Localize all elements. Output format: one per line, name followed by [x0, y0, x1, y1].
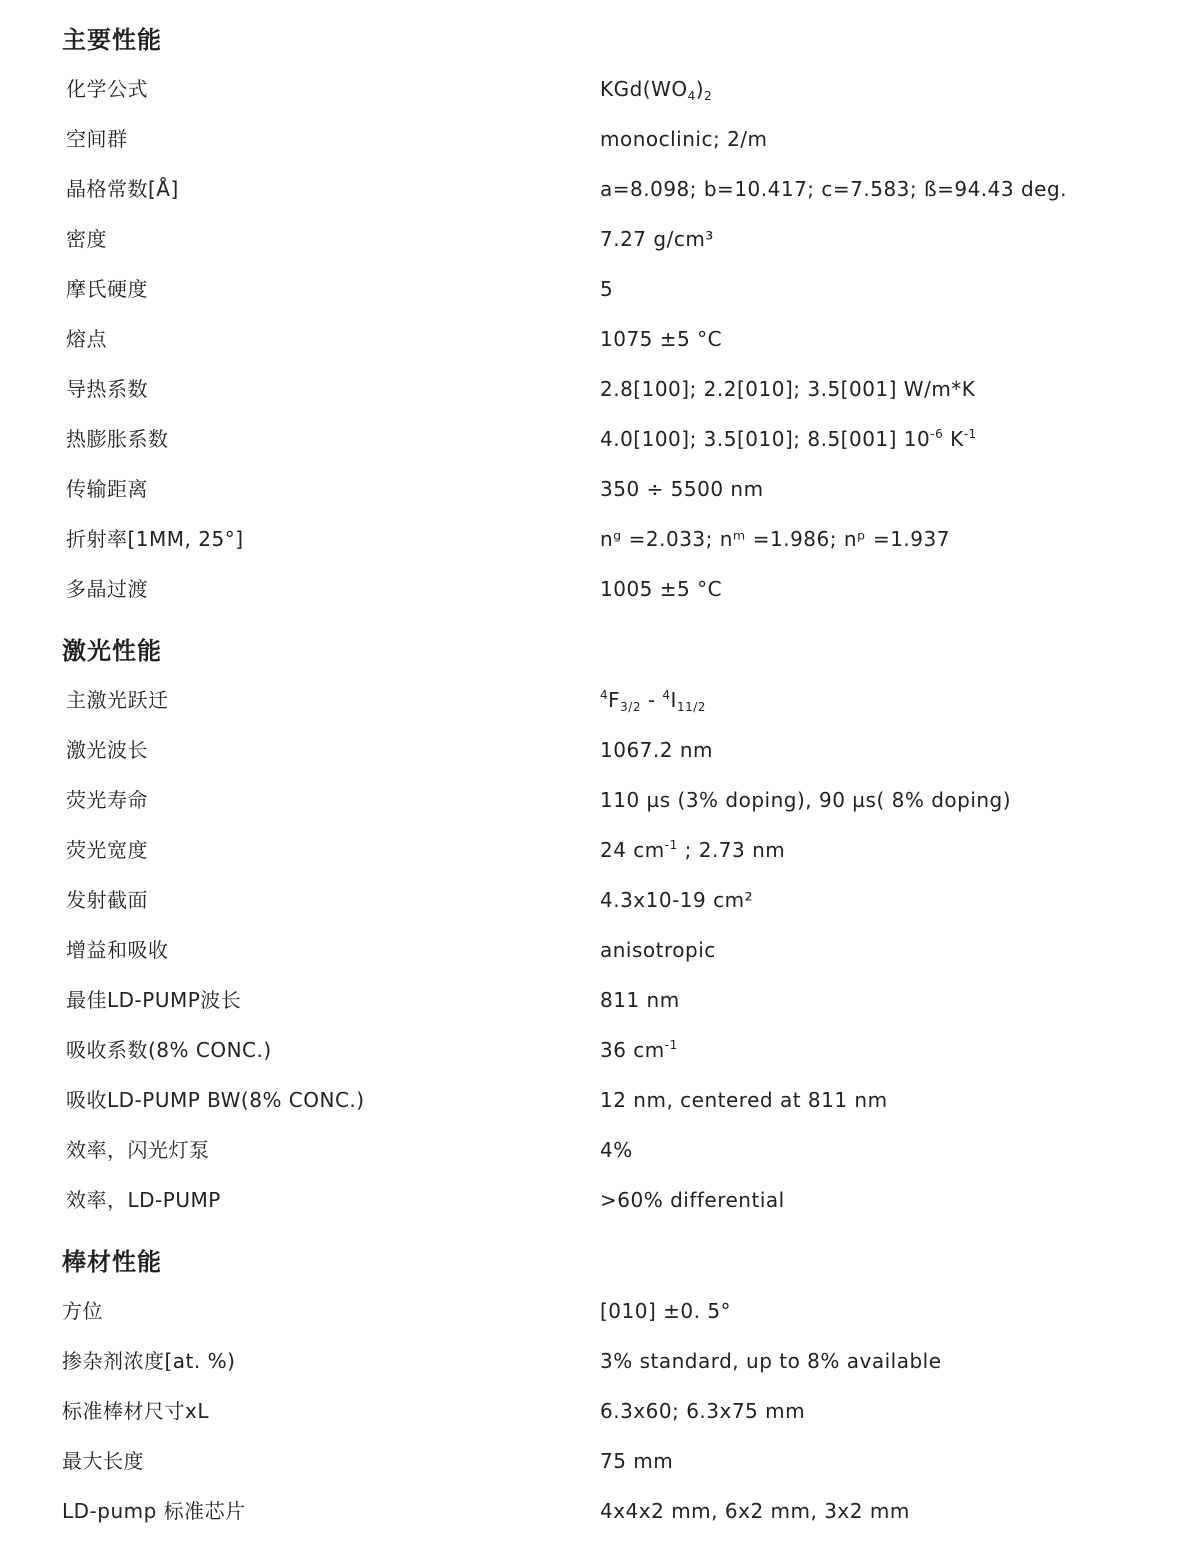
spec-row-polymorphic-transition [0, 574, 1200, 604]
spec-row-laser-wavelength [0, 735, 1200, 765]
spec-row-transmission-range [0, 474, 1200, 504]
spec-value: a=8.098; b=10.417; c=7.583; ß=94.43 deg. [600, 177, 1068, 201]
spec-label: 增益和吸收 [66, 938, 169, 962]
spec-label: 热膨胀系数 [66, 427, 169, 451]
spec-value: >60% differential [600, 1188, 785, 1212]
spec-label: 熔点 [66, 327, 107, 351]
spec-row-main-laser-transition [0, 685, 1200, 715]
spec-label: 荧光寿命 [66, 788, 148, 812]
spec-label: 最大长度 [62, 1449, 144, 1473]
spec-label: 发射截面 [66, 888, 148, 912]
spec-label: 效率，闪光灯泵 [66, 1138, 210, 1162]
spec-row-fluorescence-width [0, 835, 1200, 865]
spec-label: 传输距离 [66, 477, 148, 501]
spec-label: 空间群 [66, 127, 128, 151]
spec-label: 荧光宽度 [66, 838, 148, 862]
spec-label: 吸收系数(8% CONC.) [66, 1038, 272, 1062]
spec-value: 811 nm [600, 988, 680, 1012]
spec-value: 4x4x2 mm, 6x2 mm, 3x2 mm [600, 1499, 910, 1523]
spec-label: 晶格常数[Å] [66, 177, 179, 201]
spec-value: $^4F_{3/2} - ^4I_{11/2}$ [600, 688, 706, 714]
spec-value: 4.0[100]; 3.5[010]; 8.5[001] $10^{-6}$ $K^{-1}$ [600, 427, 977, 451]
spec-row-ld-pump-chip [0, 1496, 1200, 1526]
spec-value: monoclinic; 2/m [600, 127, 768, 151]
spec-row-efficiency-ld-pump [0, 1185, 1200, 1215]
spec-row-chemical-formula [0, 74, 1200, 104]
spec-row-mohs-hardness [0, 274, 1200, 304]
spec-row-thermal-conductivity [0, 374, 1200, 404]
spec-row-gain-absorption [0, 935, 1200, 965]
spec-row-fluorescence-lifetime [0, 785, 1200, 815]
spec-row-space-group [0, 124, 1200, 154]
spec-row-absorption-bandwidth [0, 1085, 1200, 1115]
spec-value: anisotropic [600, 938, 716, 962]
spec-value: 36 $cm^{-1}$ [600, 1038, 678, 1062]
spec-value: 2.8[100]; 2.2[010]; 3.5[001] W/m*K [600, 377, 976, 401]
spec-label: 最佳LD-PUMP波长 [66, 988, 242, 1012]
spec-row-max-length [0, 1446, 1200, 1476]
spec-value: 350 ÷ 5500 nm [600, 477, 764, 501]
spec-value: 75 mm [600, 1449, 674, 1473]
spec-row-dopant-concentration [0, 1346, 1200, 1376]
spec-label: 导热系数 [66, 377, 148, 401]
spec-label: 效率，LD-PUMP [66, 1188, 221, 1212]
spec-value: 7.27 g/cm³ [600, 227, 714, 251]
spec-label: 标准棒材尺寸xL [62, 1399, 209, 1423]
section-title-laser: 激光性能 [62, 637, 162, 665]
spec-label: 主激光跃迁 [66, 688, 169, 712]
spec-row-thermal-expansion [0, 424, 1200, 454]
spec-value: 4% [600, 1138, 633, 1162]
spec-label: 多晶过渡 [66, 577, 148, 601]
spec-row-standard-rod-size [0, 1396, 1200, 1426]
spec-value: 1005 ±5 °C [600, 577, 723, 601]
spec-label: 激光波长 [66, 738, 148, 762]
spec-value: 110 µs (3% doping), 90 µs( 8% doping) [600, 788, 1012, 812]
spec-row-orientation [0, 1296, 1200, 1326]
spec-label: 方位 [62, 1299, 103, 1323]
section-title-main: 主要性能 [62, 26, 162, 54]
spec-label: 吸收LD-PUMP BW(8% CONC.) [66, 1088, 365, 1112]
spec-row-melting-point [0, 324, 1200, 354]
spec-label: 折射率[1MM, 25°] [66, 527, 244, 551]
spec-value: 1067.2 nm [600, 738, 713, 762]
spec-label: LD-pump 标准芯片 [62, 1499, 246, 1523]
spec-value: 3% standard, up to 8% available [600, 1349, 942, 1373]
spec-row-emission-cross-section [0, 885, 1200, 915]
spec-row-lattice-constants [0, 174, 1200, 204]
spec-value: 12 nm, centered at 811 nm [600, 1088, 888, 1112]
spec-value: 5 [600, 277, 614, 301]
spec-value: 24 $cm^{-1}$ ; 2.73 nm [600, 838, 786, 862]
spec-row-absorption-coefficient [0, 1035, 1200, 1065]
spec-value: 4.3x10-19 cm² [600, 888, 754, 912]
spec-value: $KGd(WO_4)_2$ [600, 77, 713, 103]
spec-label: 化学公式 [66, 77, 148, 101]
spec-row-optimal-pump-wavelength [0, 985, 1200, 1015]
spec-label: 摩氏硬度 [66, 277, 148, 301]
spec-row-efficiency-flashlamp [0, 1135, 1200, 1165]
spec-row-density [0, 224, 1200, 254]
spec-value: nᵍ =2.033; nᵐ =1.986; nᵖ =1.937 [600, 527, 950, 551]
spec-label: 掺杂剂浓度[at. %) [62, 1349, 236, 1373]
spec-value: 6.3x60; 6.3x75 mm [600, 1399, 806, 1423]
spec-value: [010] ±0. 5° [600, 1299, 732, 1323]
spec-row-refractive-index [0, 524, 1200, 554]
section-title-rod: 棒材性能 [62, 1248, 162, 1276]
spec-value: 1075 ±5 °C [600, 327, 723, 351]
spec-label: 密度 [66, 227, 107, 251]
